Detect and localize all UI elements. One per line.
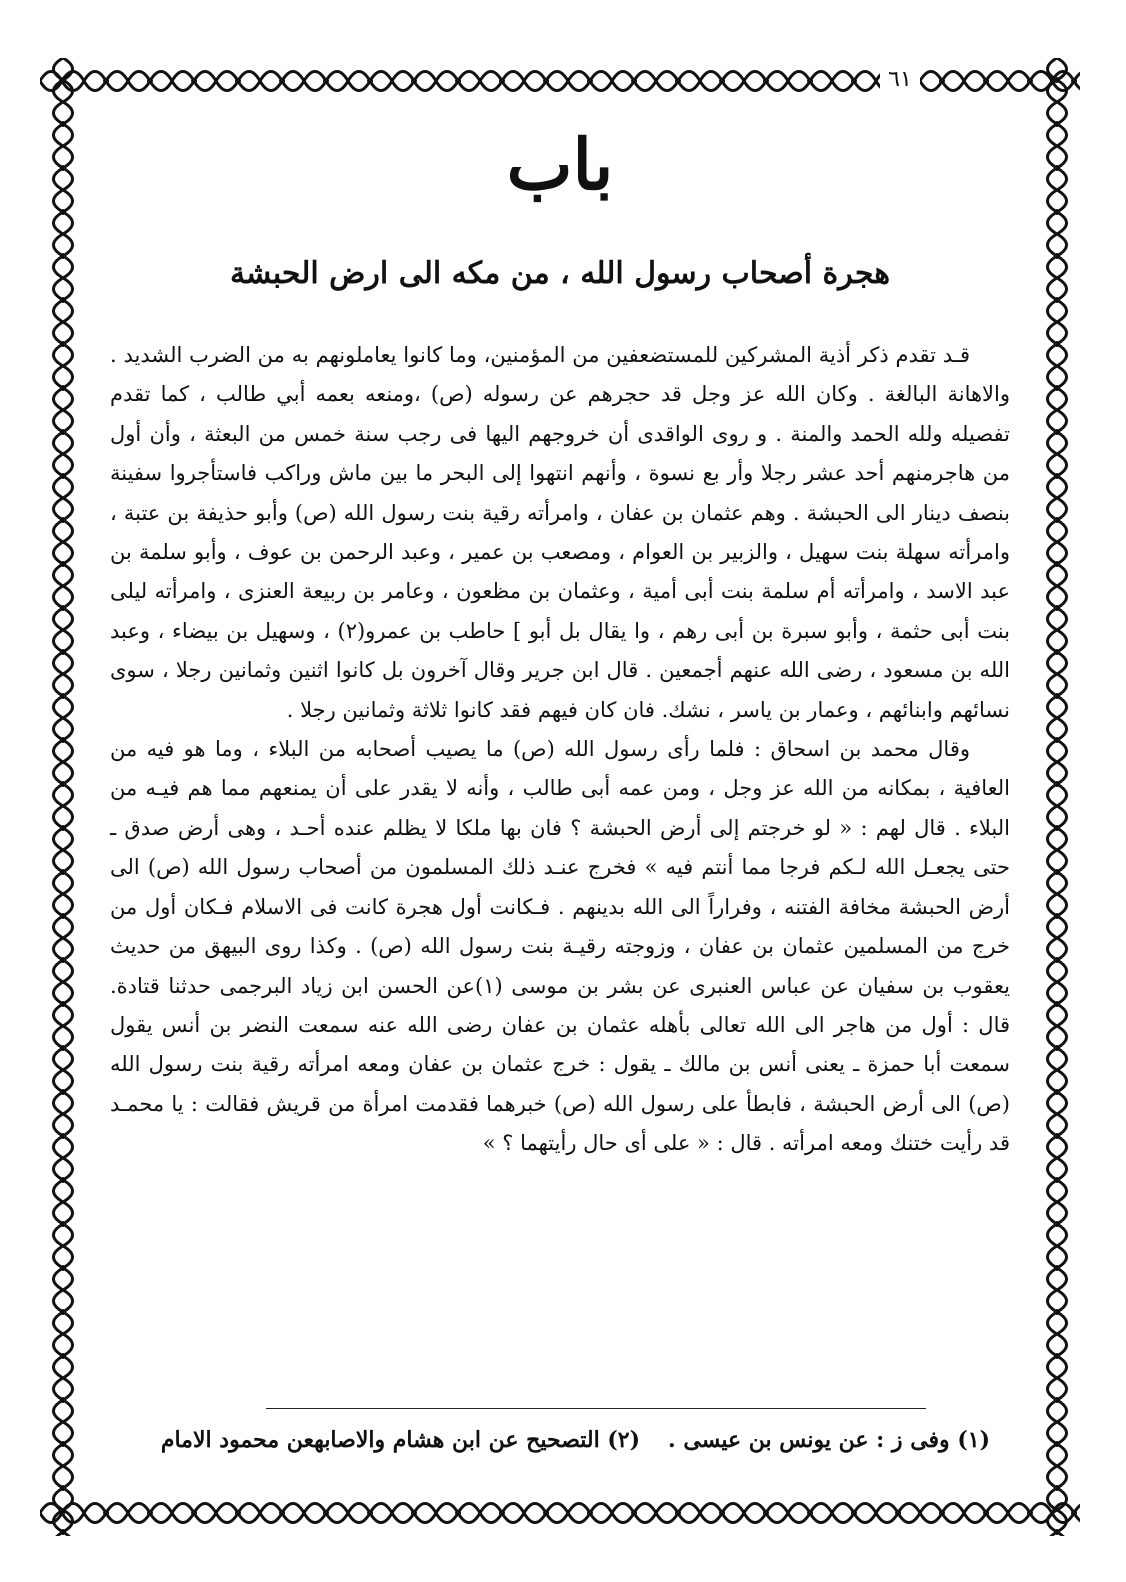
border-chain-top — [40, 58, 1080, 104]
paragraph: قـد تقدم ذكر أذية المشركين للمستضعفين من المؤمنين، وما كانوا يعاملونهم به من الضرب الشديد . والاهانة البالغة . وكان الله عز وجل قد حجرهم عن رسوله (ص) ،ومنعه بعمه أبي طالب ، كما تقدم تفصيله ولله الحمد والمنة . و روى الواقدى أن خروجهم اليها فى رجب سنة خمس من البعثة ، وأن أول من هاجرمنهم أحد عشر رجلا وأر بع نسوة ، وأنهم انتهوا إلى البحر ما بين ماش وراكب فاستأجروا سفينة بنصف دينار الى الحبشة . وهم عثمان بن عفان ، وامرأته رقية بنت رسول الله (ص) وأبو حذيفة بن عتبة ، وامرأته سهلة بنت سهيل ، والزبير بن العوام ، ومصعب بن عمير ، وعبد الرحمن بن عوف ، وأبو سلمة بن عبد الاسد ، وامرأته أم سلمة بنت أبى أمية ، وعثمان بن مظعون ، وعامر بن ربيعة العنزى ، وامرأته ليلى بنت أبى حثمة ، وأبو سبرة بن أبى رهم ، وا يقال بل أبو ] حاطب بن عمرو(٢) ، وسهيل بن بيضاء ، وعبد الله بن مسعود ، رضى الله عنهم أجمعين . قال ابن جرير وقال آخرون بل كانوا اثنين وثمانين رجلا ، سوى نسائهم وابنائهم ، وعمار بن ياسر ، نشك. فان كان فيهم فقد كانوا ثلاثة وثمانين رجلا . — [110, 343, 1010, 722]
footnote-1: (١) وفى ز : عن يونس بن عيسى . — [668, 1427, 990, 1453]
paragraph: وقال محمد بن اسحاق : فلما رأى رسول الله (ص) ما يصيب أصحابه من البلاء ، وما هو فيه من العافية ، بمكانه من الله عز وجل ، ومن عمه أبى طالب ، وأنه لا يقدر على أن يمنعهم مما هم فيـه من البلاء . قال لهم : « لو خرجتم إلى أرض الحبشة ؟ فان بها ملكا لا يظلم عنده أحـد ، وهى أرض صدق ـ حتى يجعـل الله لـكم فرجا مما أنتم فيه » فخرج عنـد ذلك المسلمون من أصحاب رسول الله (ص) الى أرض الحبشة مخافة الفتنه ، وفراراً الى الله بدينهم . فـكانت أول هجرة كانت فى الاسلام فـكان أول من خرج من المسلمين عثمان بن عفان ، وزوجته رقيـة بنت رسول الله (ص) . وكذا روى البيهق من حديث يعقوب بن سفيان عن عباس العنبرى عن بشر بن موسى (١)عن الحسن ابن زياد البرجمى حدثنا قتادة. قال : أول من هاجر الى الله تعالى بأهله عثمان بن عفان رضى الله عنه سمعت النضر بن أنس يقول سمعت أبا حمزة ـ يعنى أنس بن مالك ـ يقول : خرج عثمان بن عفان ومعه امرأته رقية بنت رسول الله (ص) الى أرض الحبشة ، فابطأ على رسول الله (ص) خبرهما فقدمت امرأة من قريش فقالت : يا محمـد قد رأيت ختنك ومعه امرأته . قال : « على أى حال رأيتهما ؟ » — [110, 737, 1011, 1156]
chain-ornament-icon — [40, 58, 86, 1536]
page-content — [96, 106, 1024, 1486]
footnotes — [110, 1420, 990, 1460]
chain-ornament-icon — [1034, 58, 1080, 1536]
border-chain-left — [40, 58, 86, 1536]
footnote-2: (٢) التصحيح عن ابن هشام والاصابهعن محمود الامام — [160, 1427, 641, 1453]
footnote-divider — [266, 1408, 926, 1409]
chapter-heading: هجرة أصحاب رسول الله ، من مكه الى ارض الحبشة — [229, 256, 891, 291]
page-number: ٦١ — [880, 64, 920, 96]
chapter-title: باب — [506, 123, 614, 206]
chain-ornament-icon — [40, 1490, 1080, 1536]
border-chain-bottom — [40, 1490, 1080, 1536]
chain-ornament-icon — [40, 58, 1080, 104]
border-chain-right — [1034, 58, 1080, 1536]
body-text — [110, 336, 1010, 1164]
